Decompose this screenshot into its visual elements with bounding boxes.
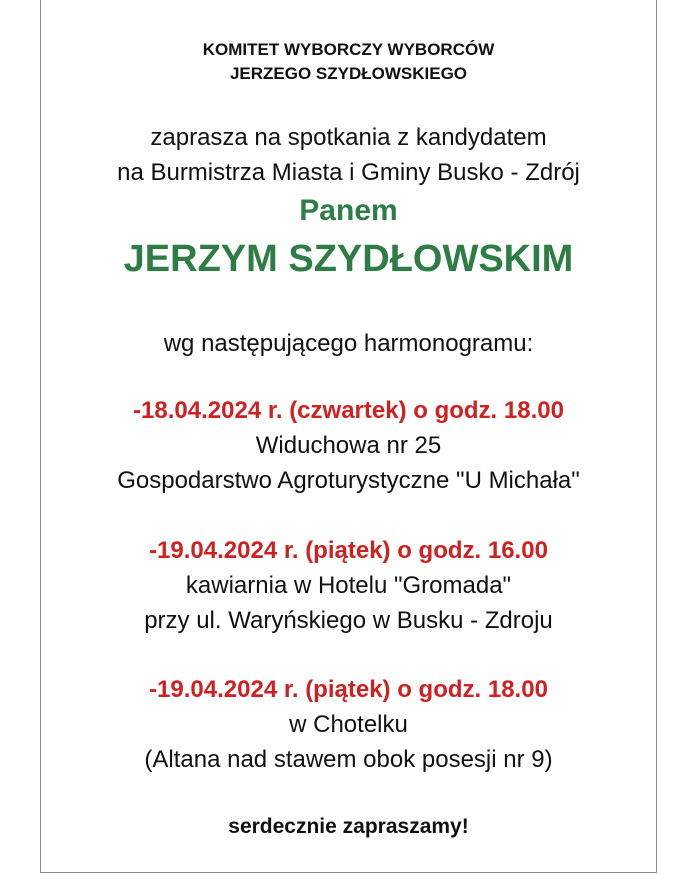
- meeting-1-date: -18.04.2024 r. (czwartek) o godz. 18.00: [133, 397, 564, 424]
- closing-line: serdecznie zapraszamy!: [228, 815, 469, 838]
- meeting-1-location: Widuchowa nr 25: [255, 432, 442, 459]
- schedule-intro: wg następującego harmonogramu:: [163, 330, 534, 357]
- committee-name-line1: KOMITET WYBORCZY WYBORCÓW: [202, 40, 495, 59]
- intro-line2: na Burmistrza Miasta i Gminy Busko - Zdrój: [117, 159, 580, 186]
- meeting-2-date: -19.04.2024 r. (piątek) o godz. 16.00: [149, 537, 548, 564]
- meeting-3-location: w Chotelku: [289, 711, 408, 738]
- meeting-3-venue: (Altana nad stawem obok posesji nr 9): [144, 746, 553, 773]
- meeting-2-location: kawiarnia w Hotelu "Gromada": [185, 572, 512, 599]
- title-panem: Panem: [299, 194, 398, 227]
- intro-line1: zaprasza na spotkania z kandydatem: [150, 124, 547, 151]
- candidate-name: JERZYM SZYDŁOWSKIM: [123, 238, 574, 280]
- meeting-1-venue: Gospodarstwo Agroturystyczne "U Michała": [117, 467, 580, 494]
- meeting-3-date: -19.04.2024 r. (piątek) o godz. 18.00: [149, 676, 548, 703]
- committee-name-line2: JERZEGO SZYDŁOWSKIEGO: [229, 64, 468, 83]
- meeting-2-address: przy ul. Waryńskiego w Busku - Zdroju: [144, 607, 553, 634]
